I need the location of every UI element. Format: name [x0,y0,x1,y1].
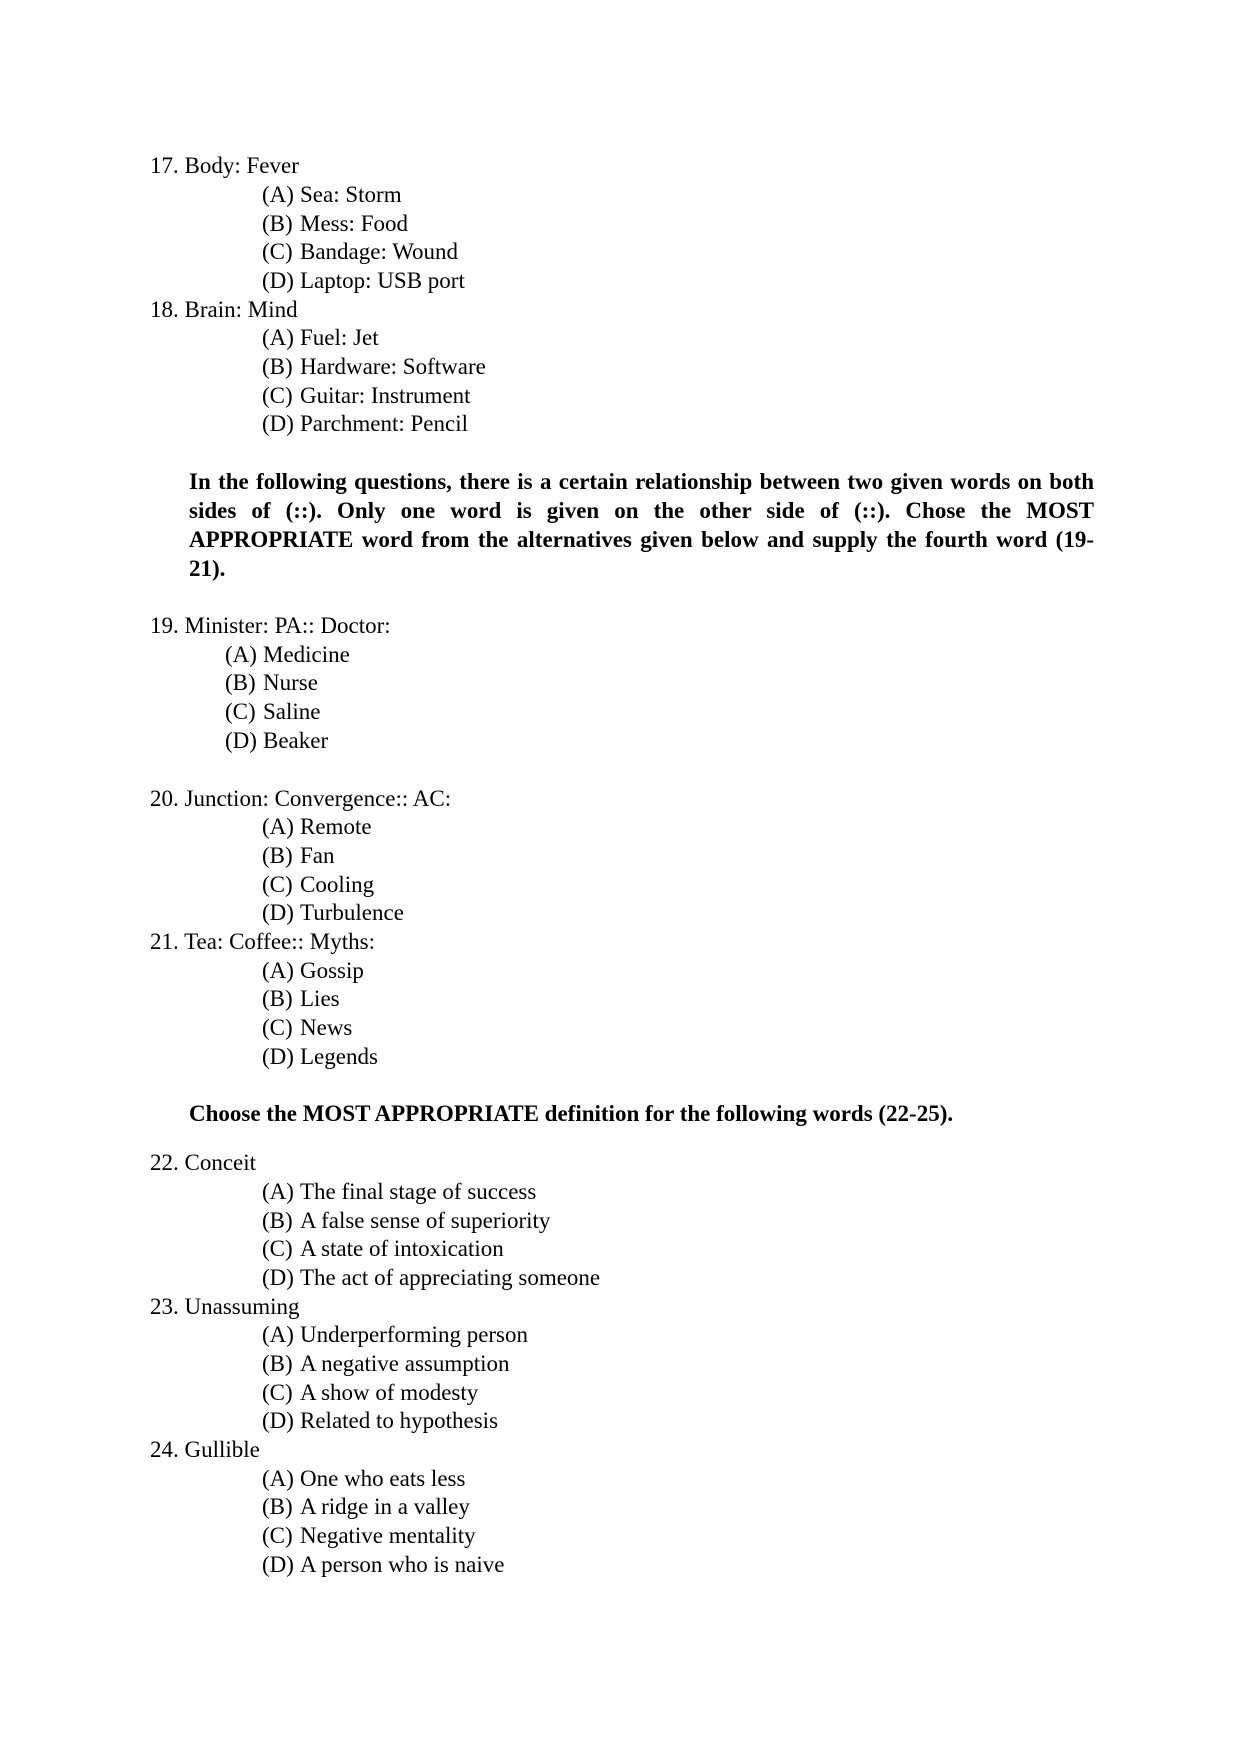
option-letter: (B) [262,1494,293,1519]
question-number: 18. [150,297,179,322]
option-24-a [262,1464,465,1493]
question-20 [150,784,451,813]
option-letter: (C) [262,1236,293,1261]
question-number: 23. [150,1294,179,1319]
option-text: A state of intoxication [300,1236,504,1261]
question-19 [150,611,391,640]
option-text: Bandage: Wound [300,239,459,264]
option-letter: (C) [262,1015,293,1040]
option-text: Lies [300,986,340,1011]
option-text: Underperforming person [300,1322,529,1347]
option-22-b [262,1206,550,1235]
option-letter: (C) [262,239,293,264]
question-21 [150,927,375,956]
question-24 [150,1435,260,1464]
option-text: Medicine [263,642,350,667]
option-letter: (C) [262,1380,293,1405]
option-text: Sea: Storm [300,182,402,207]
option-text: Laptop: USB port [300,268,465,293]
option-text: A false sense of superiority [300,1208,551,1233]
option-20-a [262,812,372,841]
instruction-analogy: In the following questions, there is a certain relationship between two given words on both sides of (::). Only one word is given on the other side of (::). Chose the MOST APPROPRIATE word from the alternatives given below and supply the fourth word (19-21). [189,469,1094,581]
option-letter: (A) [262,182,294,207]
option-22-c [262,1234,504,1263]
instruction-definition: Choose the MOST APPROPRIATE definition for the following words (22-25). [189,1101,954,1126]
option-text: Saline [263,699,321,724]
option-letter: (B) [262,1208,293,1233]
option-text: Mess: Food [300,211,408,236]
question-number: 21. [150,929,179,954]
option-23-a [262,1320,528,1349]
option-text: A ridge in a valley [300,1494,470,1519]
option-text: Beaker [263,728,329,753]
question-17 [150,151,299,180]
option-19-d [225,726,328,755]
question-stem: Minister: PA:: Doctor: [184,613,391,638]
option-17-d [262,266,465,295]
option-text: News [300,1015,353,1040]
option-17-b [262,209,408,238]
question-stem: Unassuming [184,1294,300,1319]
question-stem: Tea: Coffee:: Myths: [184,929,375,954]
option-letter: (A) [262,958,294,983]
option-letter: (A) [262,1322,294,1347]
option-text: Nurse [263,670,318,695]
option-text: Parchment: Pencil [300,411,468,436]
option-letter: (D) [262,268,294,293]
question-stem: Body: Fever [184,153,299,178]
option-text: Gossip [300,958,364,983]
option-text: Negative mentality [300,1523,476,1548]
option-letter: (B) [262,1351,293,1376]
option-19-b [225,668,318,697]
question-18 [150,295,298,324]
option-text: Cooling [300,872,375,897]
option-20-d [262,898,404,927]
option-letter: (D) [262,900,294,925]
option-21-b [262,984,340,1013]
option-text: One who eats less [300,1466,466,1491]
option-23-d [262,1406,498,1435]
option-text: Turbulence [300,900,404,925]
option-letter: (A) [262,1179,294,1204]
option-text: A person who is naive [300,1552,505,1577]
option-letter: (C) [262,1523,293,1548]
option-letter: (D) [262,1408,294,1433]
option-20-c [262,870,374,899]
option-21-a [262,956,364,985]
option-24-d [262,1550,504,1579]
option-18-c [262,381,471,410]
question-23 [150,1292,300,1321]
option-22-d [262,1263,600,1292]
option-letter: (D) [262,1552,294,1577]
option-text: Fuel: Jet [300,325,379,350]
option-letter: (B) [262,986,293,1011]
option-text: Hardware: Software [300,354,486,379]
question-stem: Gullible [184,1437,260,1462]
option-letter: (B) [225,670,256,695]
option-text: A show of modesty [300,1380,479,1405]
option-17-c [262,237,458,266]
option-18-d [262,409,468,438]
option-letter: (D) [225,728,257,753]
question-stem: Brain: Mind [184,297,298,322]
option-21-c [262,1013,352,1042]
option-24-c [262,1521,476,1550]
option-letter: (A) [262,1466,294,1491]
question-number: 24. [150,1437,179,1462]
option-text: The final stage of success [300,1179,537,1204]
option-18-a [262,323,379,352]
option-letter: (B) [262,843,293,868]
option-24-b [262,1492,470,1521]
question-stem: Conceit [184,1150,257,1175]
option-18-b [262,352,486,381]
option-letter: (D) [262,1044,294,1069]
option-text: Remote [300,814,372,839]
question-number: 19. [150,613,179,638]
option-text: Fan [300,843,335,868]
question-stem: Junction: Convergence:: AC: [184,786,452,811]
option-19-c [225,697,321,726]
option-text: Guitar: Instrument [300,383,471,408]
option-letter: (A) [262,325,294,350]
option-letter: (C) [262,872,293,897]
option-letter: (D) [262,411,294,436]
option-letter: (B) [262,354,293,379]
option-letter: (C) [225,699,256,724]
option-20-b [262,841,335,870]
option-text: Legends [300,1044,378,1069]
question-number: 20. [150,786,179,811]
option-letter: (D) [262,1265,294,1290]
option-text: Related to hypothesis [300,1408,499,1433]
option-17-a [262,180,402,209]
option-letter: (A) [262,814,294,839]
option-letter: (B) [262,211,293,236]
question-22 [150,1148,256,1177]
question-number: 22. [150,1150,179,1175]
option-letter: (C) [262,383,293,408]
option-text: A negative assumption [300,1351,510,1376]
question-number: 17. [150,153,179,178]
option-23-c [262,1378,478,1407]
option-22-a [262,1177,536,1206]
option-21-d [262,1042,378,1071]
option-text: The act of appreciating someone [300,1265,601,1290]
option-letter: (A) [225,642,257,667]
option-19-a [225,640,350,669]
option-23-b [262,1349,510,1378]
